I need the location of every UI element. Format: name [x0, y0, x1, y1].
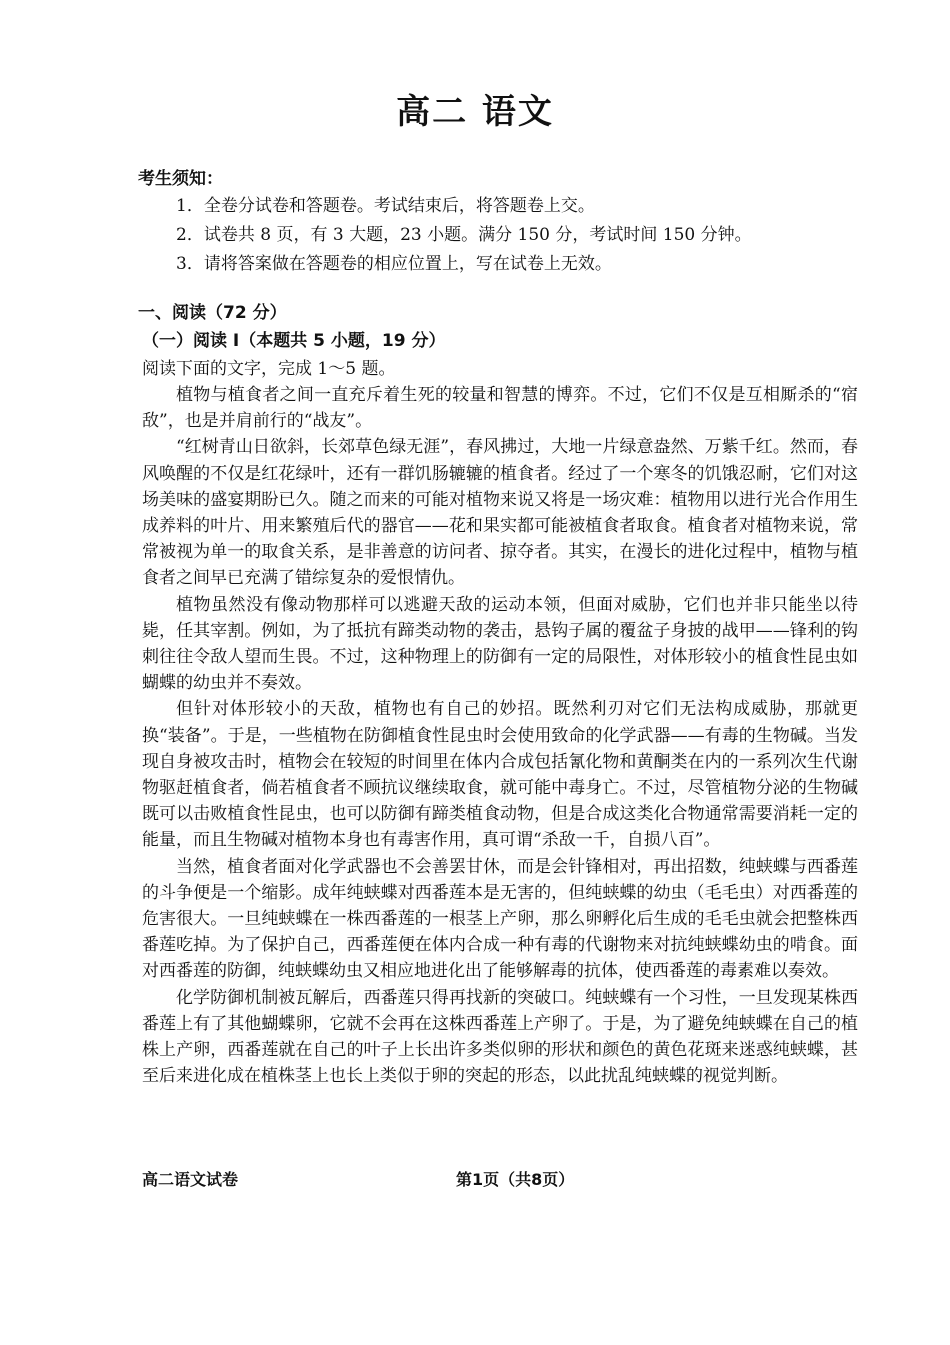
footer-page-number: 第1页（共8页） [456, 1170, 575, 1189]
notice-list [176, 192, 876, 279]
page-title: 高二 语文 [396, 92, 554, 132]
passage-paragraph: 当然，植食者面对化学武器也不会善罢甘休，而是会针锋相对，再出招数，纯蛱蝶与西番莲的斗争便是一个缩影。成年纯蛱蝶对西番莲本是无害的，但纯蛱蝶的幼虫（毛毛虫）对西番莲的危害很大。一旦纯蛱蝶在一株西番莲的一根茎上产卵，那么卵孵化后生成的毛毛虫就会把整株西番莲吃掉。为了保护自己，西番莲便在体内合成一种有毒的代谢物来对抗纯蛱蝶幼虫的啃食。面对西番莲的防御，纯蛱蝶幼虫又相应地进化出了能够解毒的抗体，使西番莲的毒素难以奏效。 [142, 856, 858, 982]
sub-section-heading: （一）阅读 I（本题共 5 小题，19 分） [142, 331, 446, 351]
passage-paragraph: 化学防御机制被瓦解后，西番莲只得再找新的突破口。纯蛱蝶有一个习性，一旦发现某株西番莲上有了其他蝴蝶卵，它就不会再在这株西番莲上产卵了。于是，为了避免纯蛱蝶在自己的植株上产卵，西番莲就在自己的叶子上长出许多类似卵的形状和颜色的黄色花斑来迷惑纯蛱蝶，甚至后来进化成在植株茎上也长上类似于卵的突起的形态，以此扰乱纯蛱蝶的视觉判断。 [142, 987, 858, 1087]
passage-paragraph: 植物虽然没有像动物那样可以逃避天敌的运动本领，但面对威胁，它们也并非只能坐以待毙，任其宰割。例如，为了抵抗有蹄类动物的袭击，悬钩子属的覆盆子身披的战甲——锋利的钩刺往往令敌人望而生畏。不过，这种物理上的防御有一定的局限性，对体形较小的植食性昆虫如蝴蝶的幼虫并不奏效。 [142, 594, 858, 694]
section-heading: 一、阅读（72 分） [138, 303, 287, 323]
reading-passage [142, 382, 858, 1089]
passage-paragraph: 但针对体形较小的天敌，植物也有自己的妙招。既然利刃对它们无法构成威胁，那就更换“装备”。于是，一些植物在防御植食性昆虫时会使用致命的化学武器——有毒的生物碱。当发现自身被攻击时，植物会在较短的时间里在体内合成包括氰化物和黄酮类在内的一系列次生代谢物驱赶植食者，倘若植食者不顾抗议继续取食，就可能中毒身亡。不过，尽管植物分泌的生物碱既可以击败植食性昆虫，也可以防御有蹄类植食动物，但是合成这类化合物通常需要消耗一定的能量，而且生物碱对植物本身也有毒害作用，真可谓“杀敌一千，自损八百”。 [142, 699, 858, 851]
passage-paragraph: 植物与植食者之间一直充斥着生死的较量和智慧的博弈。不过，它们不仅是互相厮杀的“宿敌”，也是并肩前行的“战友”。 [142, 385, 858, 432]
notice-heading: 考生须知： [138, 169, 223, 189]
reading-instruction: 阅读下面的文字，完成 1～5 题。 [142, 359, 396, 379]
notice-item: 2．试卷共 8 页，有 3 大题，23 小题。满分 150 分，考试时间 150 分钟。 [176, 225, 752, 245]
notice-item: 3．请将答案做在答题卷的相应位置上，写在试卷上无效。 [176, 254, 612, 274]
notice-item: 1．全卷分试卷和答题卷。考试结束后，将答题卷上交。 [176, 196, 595, 216]
footer-exam-name: 高二语文试卷 [142, 1170, 239, 1189]
passage-paragraph: “红树青山日欲斜，长郊草色绿无涯”，春风拂过，大地一片绿意盎然、万紫千红。然而，春风唤醒的不仅是红花绿叶，还有一群饥肠辘辘的植食者。经过了一个寒冬的饥饿忍耐，它们对这场美味的盛宴期盼已久。随之而来的可能对植物来说又将是一场灾难：植物用以进行光合作用生成养料的叶片、用来繁殖后代的器官——花和果实都可能被植食者取食。植食者对植物来说，常常被视为单一的取食关系，是非善意的访问者、掠夺者。其实，在漫长的进化过程中，植物与植食者之间早已充满了错综复杂的爱恨情仇。 [142, 437, 858, 589]
